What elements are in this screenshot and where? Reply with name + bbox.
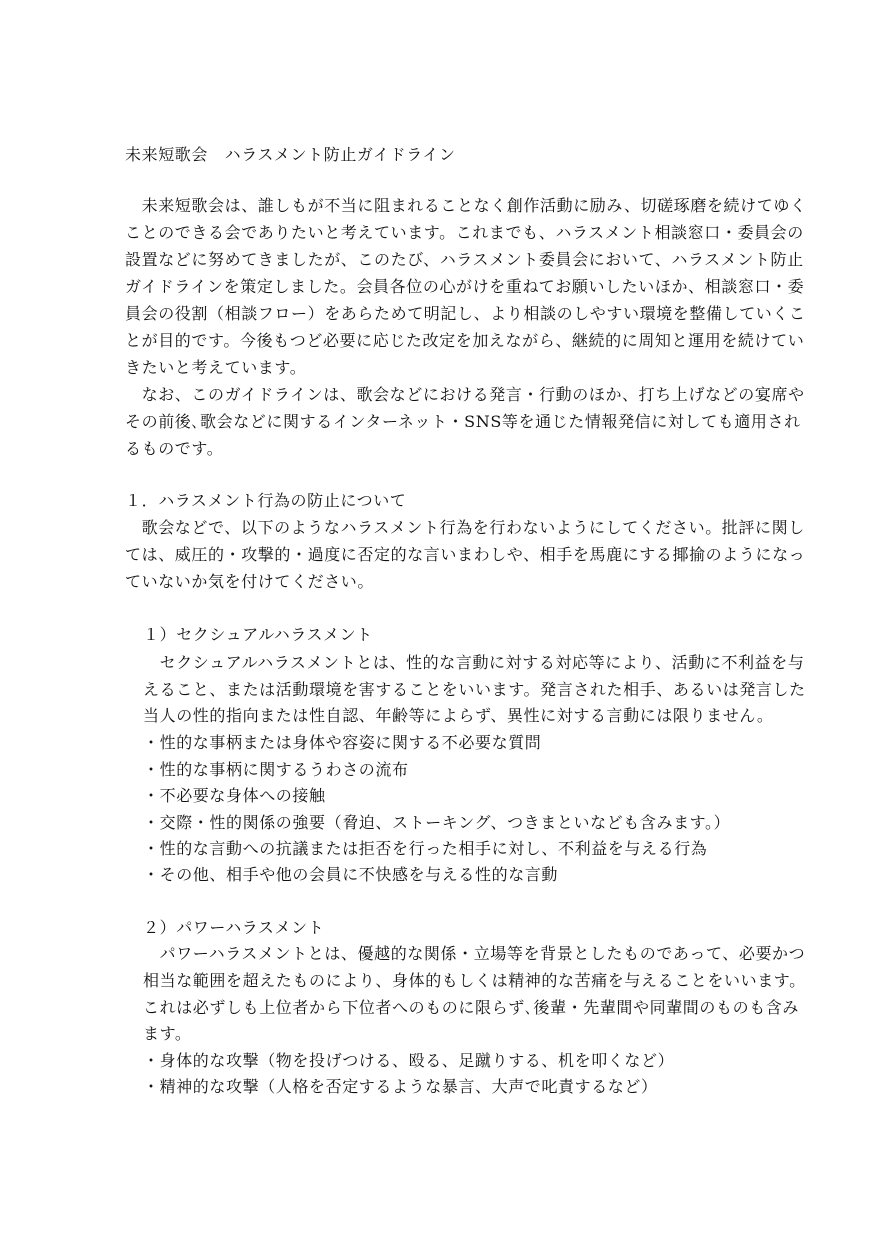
list-item: ・身体的な攻撃（物を投げつける、殴る、足蹴りする、机を叩くなど）	[143, 1051, 675, 1070]
intro-line: なお、このガイドラインは、歌会などにおける発言・行動のほか、打ち上げなどの宴席や	[125, 385, 805, 404]
subsection-heading: ２）パワーハラスメント	[143, 918, 325, 937]
list-item: ・その他、相手や他の会員に不快感を与える性的な言動	[143, 865, 559, 884]
list-item: ・性的な言動への抗議または拒否を行った相手に対し、不利益を与える行為	[143, 839, 708, 858]
subsection-heading: １）セクシュアルハラスメント	[143, 625, 373, 644]
list-item: ・性的な事柄に関するうわさの流布	[143, 760, 409, 779]
intro-line: 未来短歌会は、誰しもが不当に阻まれることなく創作活動に励み、切磋琢磨を続けてゆく	[125, 196, 807, 215]
intro-line: きたいと考えています。	[125, 358, 307, 377]
intro-line: とが目的です。今後もつど必要に応じた改定を加えながら、継続的に周知と運用を続けてい	[125, 331, 805, 350]
list-item: ・交際・性的関係の強要（脅迫、ストーキング、つきまといなども含みます。）	[143, 813, 731, 832]
list-item: ・精神的な攻撃（人格を否定するような暴言、大声で叱責するなど）	[143, 1077, 658, 1096]
section-body-line: ては、威圧的・攻撃的・過度に否定的な言いまわしや、相手を馬鹿にする揶揄のようになっ	[125, 545, 806, 564]
subsection-body-line: 当人の性的指向または性自認、年齢等によらず、異性に対する言動には限りません。	[143, 706, 774, 725]
section-body-line: ていないか気を付けてください。	[125, 572, 375, 591]
subsection-body-line: セクシュアルハラスメントとは、性的な言動に対する対応等により、活動に不利益を与	[143, 653, 805, 672]
intro-line: その前後､歌会などに関するインターネット・SNS等を通じた情報発信に対しても適用され	[125, 412, 801, 431]
subsection-body-line: えること、または活動環境を害することをいいます。発言された相手、あるいは発言した	[143, 680, 806, 699]
section-heading: １．ハラスメント行為の防止について	[125, 491, 407, 510]
subsection-body-line: これは必ずしも上位者から下位者へのものに限らず､後輩・先輩間や同輩間のものも含み	[143, 998, 800, 1017]
intro-line: ガイドラインを策定しました。会員各位の心がけを重ねてお願いしたいほか、相談窓口・委	[125, 277, 805, 296]
list-item: ・不必要な身体への接触	[143, 786, 326, 805]
subsection-body-line: ます。	[143, 1024, 192, 1043]
section-body-line: 歌会などで、以下のようなハラスメント行為を行わないようにしてください。批評に関し	[125, 518, 805, 537]
intro-line: るものです。	[125, 439, 224, 458]
intro-line: 員会の役割（相談フロー）をあらためて明記し、より相談のしやすい環境を整備していくこ	[125, 304, 806, 323]
document-title: 未来短歌会 ハラスメント防止ガイドライン	[125, 145, 456, 164]
list-item: ・性的な事柄または身体や容姿に関する不必要な質問	[143, 733, 542, 752]
subsection-body-line: 相当な範囲を超えたものにより、身体的もしくは精神的な苦痛を与えることをいいます。	[143, 971, 806, 990]
intro-line: 設置などに努めてきましたが、このたび、ハラスメント委員会において、ハラスメント防止	[125, 250, 804, 269]
intro-line: ことのできる会でありたいと考えています。これまでも、ハラスメント相談窓口・委員会の	[125, 223, 804, 242]
subsection-body-line: パワーハラスメントとは、優越的な関係・立場等を背景としたものであって、必要かつ	[143, 944, 806, 963]
